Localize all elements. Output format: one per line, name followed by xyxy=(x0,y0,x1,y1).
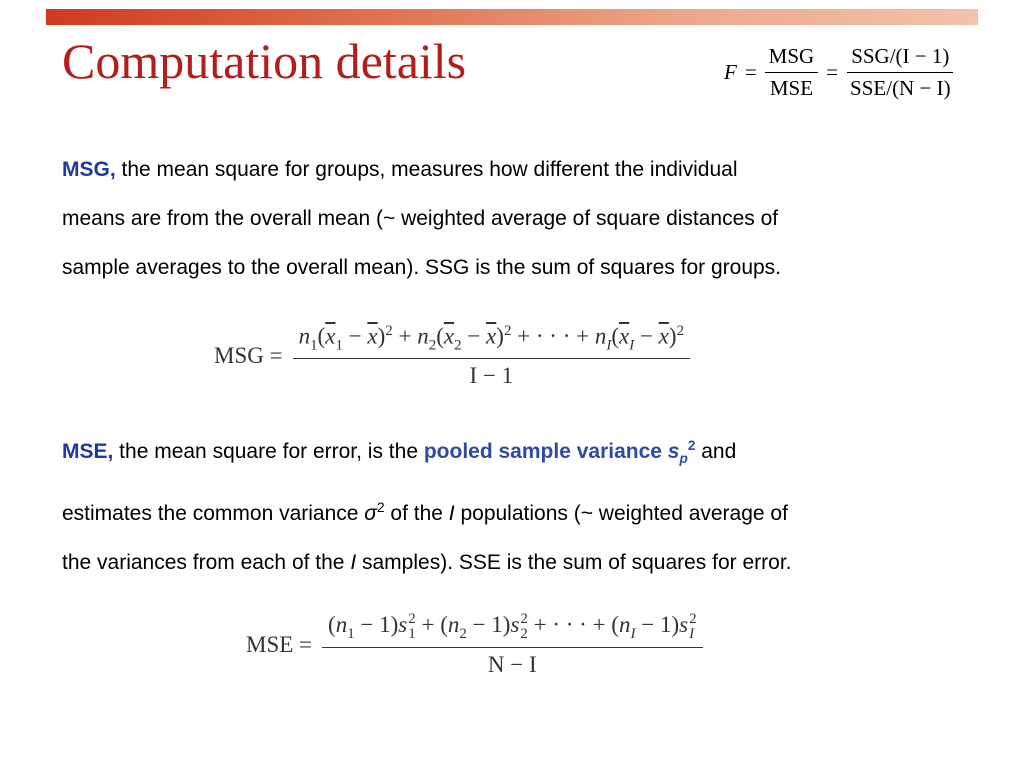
mse-formula xyxy=(246,612,703,678)
sp-squared-symbol: $s_p^2$ xyxy=(667,438,696,467)
f-statistic-formula xyxy=(724,44,955,101)
paragraph-line xyxy=(62,483,962,538)
fraction-denominator: MSE xyxy=(769,76,814,100)
text-run: populations (~ weighted average of xyxy=(454,502,788,526)
paragraph-line xyxy=(62,421,962,483)
text-run: samples). SSE is the sum of squares for error. xyxy=(356,551,792,575)
paragraph-line: sample averages to the overall mean). SSG is the sum of squares for groups. xyxy=(62,256,782,279)
text-run: of the xyxy=(384,502,449,526)
slide-title: Computation details xyxy=(62,33,467,89)
paragraph-line xyxy=(62,538,962,587)
mse-description xyxy=(62,421,962,587)
fraction-numerator: $(n_1 - 1)s$ 2 1 + $(n_2 - 1)s$ 2 2 + · · · + $(n_I - 1)s$ 2 I xyxy=(322,612,703,648)
i-symbol: I xyxy=(350,551,357,575)
ssg-over-sse-fraction xyxy=(846,44,955,101)
mse-fraction xyxy=(322,612,703,678)
equals-sign: = xyxy=(744,60,757,84)
msg-term: MSG, xyxy=(62,158,116,181)
formula-lhs: MSG = xyxy=(214,343,283,369)
equals-sign: = xyxy=(826,60,839,84)
text-run: the mean square for groups, measures how different the individual xyxy=(115,158,738,181)
text-run: estimates the common variance xyxy=(62,502,365,526)
fraction-denominator: SSE/(N − I) xyxy=(850,76,951,100)
paragraph-line xyxy=(62,145,962,194)
fraction-numerator: $n_1(\overline{x}_1 - \overline{x})^2 + n_2(\overline{x}_2 - \overline{x})^2$ + · · · + $n_I(\overline{x}_I - \overline{x})^2$ xyxy=(293,323,690,359)
msg-formula xyxy=(214,323,690,389)
msg-fraction xyxy=(293,323,690,389)
i-symbol: I xyxy=(448,502,455,526)
formula-lhs: MSE = xyxy=(246,631,313,657)
text-run: the mean square for error, is the xyxy=(113,440,424,463)
text-run: and xyxy=(695,440,737,463)
pooled-variance-term: pooled sample variance xyxy=(423,440,662,463)
text-run: the variances from each of the xyxy=(62,551,351,575)
title-accent-bar xyxy=(46,9,978,25)
fraction-numerator: MSG xyxy=(765,44,819,73)
mse-term: MSE, xyxy=(62,440,114,463)
msg-description xyxy=(62,145,962,292)
paragraph-line: means are from the overall mean (~ weighted average of square distances of xyxy=(62,207,779,230)
fraction-denominator: N − I xyxy=(487,651,537,677)
fraction-denominator: I − 1 xyxy=(469,363,514,389)
msg-over-mse-fraction xyxy=(765,44,819,101)
f-symbol: F xyxy=(724,60,737,84)
fraction-numerator: SSG/(I − 1) xyxy=(847,44,953,73)
sigma-squared-symbol: $\sigma^2$ xyxy=(364,500,385,526)
